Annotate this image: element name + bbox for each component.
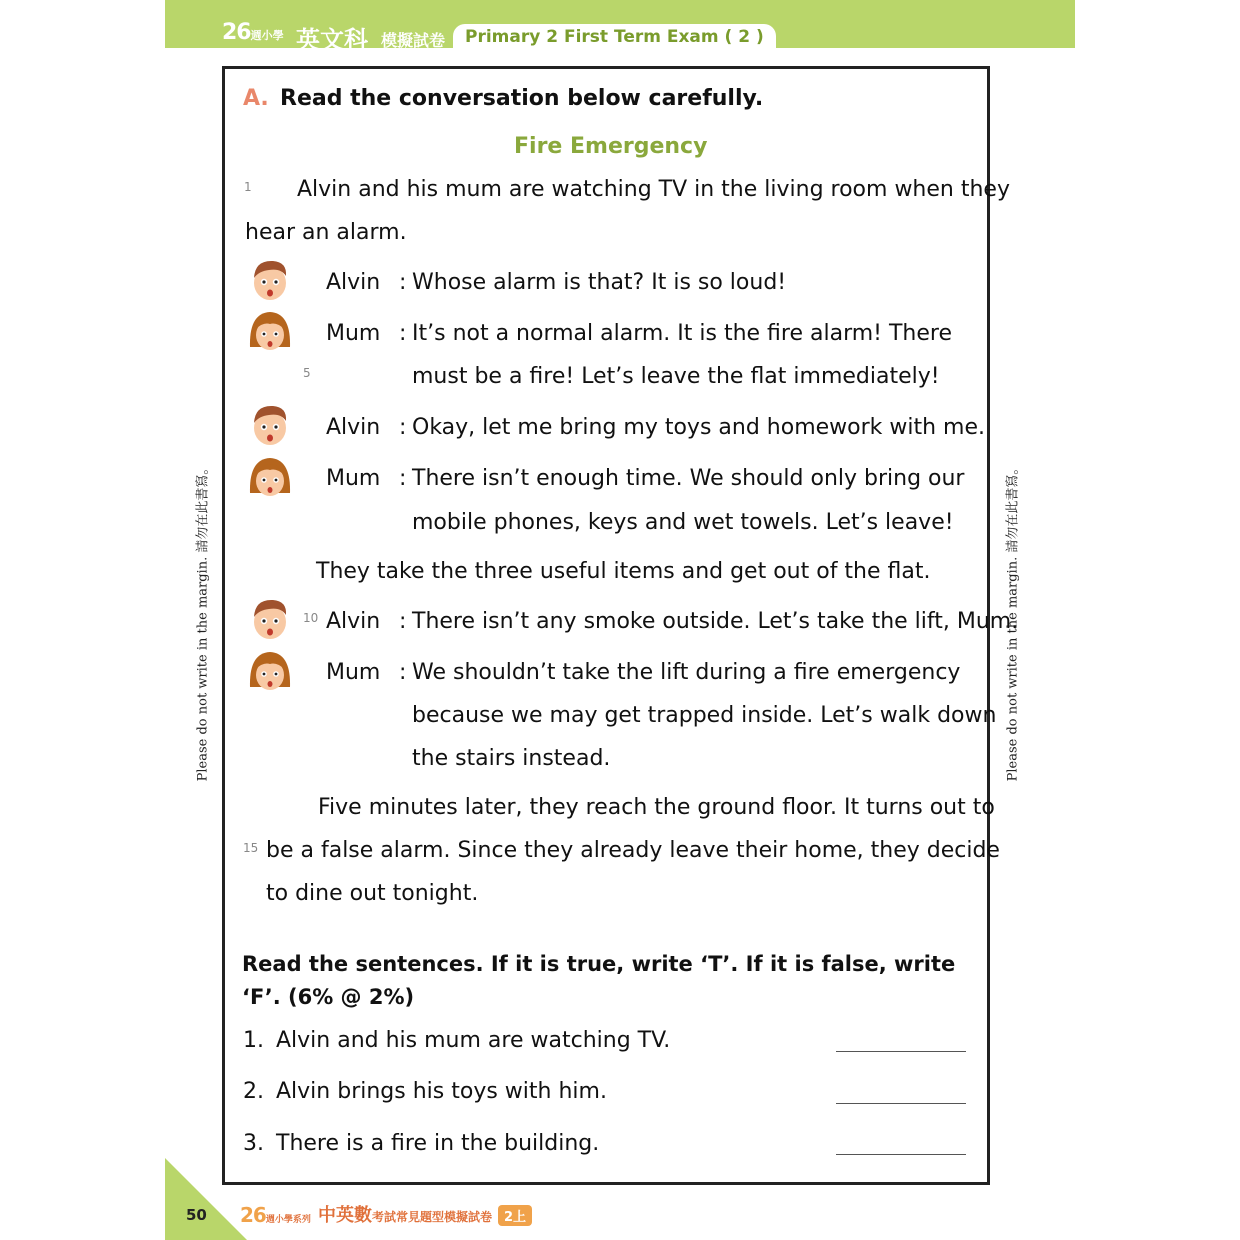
answer-line[interactable] [836, 1051, 966, 1052]
speaker-colon: : [399, 415, 407, 440]
question-instruction: ‘F’. (6% @ 2%) [242, 985, 415, 1009]
dialogue-line: It’s not a normal alarm. It is the fire alarm! There [412, 321, 952, 346]
speaker-colon: : [399, 609, 407, 634]
answer-line[interactable] [836, 1103, 966, 1104]
mum-face-icon [247, 647, 293, 693]
header-logo: 26週小學 [222, 20, 284, 45]
speaker-name: Alvin [326, 415, 381, 440]
speaker-colon: : [399, 660, 407, 685]
footer-series: 中英數考試常見題型模擬試卷 [318, 1205, 493, 1226]
footer-logo: 26週小學系列 [240, 1203, 311, 1227]
dialogue-line: There isn’t any smoke outside. Let’s take the lift, Mum. [412, 609, 1019, 634]
dialogue-line: Okay, let me bring my toys and homework with me. [412, 415, 986, 440]
dialogue-line: must be a fire! Let’s leave the flat immediately! [412, 364, 940, 389]
question-number: 1. [243, 1028, 264, 1053]
footer-corner [165, 1158, 247, 1240]
intro-line: Alvin and his mum are watching TV in the living room when they [297, 177, 1010, 202]
line-number: 1 [244, 180, 252, 194]
speaker-name: Mum [326, 660, 381, 685]
speaker-name: Alvin [326, 270, 381, 295]
dialogue-line: mobile phones, keys and wet towels. Let’s leave! [412, 510, 954, 535]
dialogue-line: We shouldn’t take the lift during a fire emergency [412, 660, 961, 685]
margin-note-right: Please do not write in the margin. 請勿在此書寫。 [1005, 461, 1021, 782]
narration: Five minutes later, they reach the ground floor. It turns out to [318, 795, 995, 820]
narration: They take the three useful items and get out of the flat. [316, 559, 931, 584]
question-number: 2. [243, 1079, 264, 1104]
question-instruction: Read the sentences. If it is true, write ‘T’. If it is false, write [242, 952, 956, 976]
header-subject: 英文科 [296, 26, 368, 54]
question-text: There is a fire in the building. [276, 1131, 600, 1156]
speaker-name: Mum [326, 321, 381, 346]
mum-face-icon [247, 307, 293, 353]
alvin-face-icon [247, 256, 293, 302]
dialogue-line: Whose alarm is that? It is so loud! [412, 270, 787, 295]
question-number: 3. [243, 1131, 264, 1156]
mum-face-icon [247, 453, 293, 499]
dialogue-line: the stairs instead. [412, 746, 611, 771]
intro-line: hear an alarm. [245, 220, 407, 245]
section-letter: A. [243, 86, 269, 111]
margin-note-left: Please do not write in the margin. 請勿在此書寫。 [195, 461, 211, 782]
speaker-name: Alvin [326, 609, 381, 634]
narration: to dine out tonight. [266, 881, 479, 906]
line-number: 10 [303, 611, 319, 625]
page-number: 50 [186, 1206, 207, 1224]
exam-title: Primary 2 First Term Exam ( 2 ) [453, 24, 776, 48]
header-paper-type: 模擬試卷 [381, 31, 446, 50]
story-title: Fire Emergency [514, 134, 708, 159]
answer-line[interactable] [836, 1154, 966, 1155]
alvin-face-icon [247, 401, 293, 447]
footer-badge: 2上 [498, 1205, 532, 1226]
question-text: Alvin brings his toys with him. [276, 1079, 607, 1104]
speaker-colon: : [399, 466, 407, 491]
speaker-colon: : [399, 270, 407, 295]
alvin-face-icon [247, 595, 293, 641]
dialogue-line: because we may get trapped inside. Let’s walk down [412, 703, 997, 728]
narration: be a false alarm. Since they already leave their home, they decide [266, 838, 1000, 863]
section-instruction: Read the conversation below carefully. [280, 86, 764, 111]
dialogue-line: There isn’t enough time. We should only bring our [412, 466, 965, 491]
speaker-colon: : [399, 321, 407, 346]
question-text: Alvin and his mum are watching TV. [276, 1028, 671, 1053]
line-number: 15 [243, 841, 259, 855]
line-number: 5 [303, 366, 311, 380]
speaker-name: Mum [326, 466, 381, 491]
